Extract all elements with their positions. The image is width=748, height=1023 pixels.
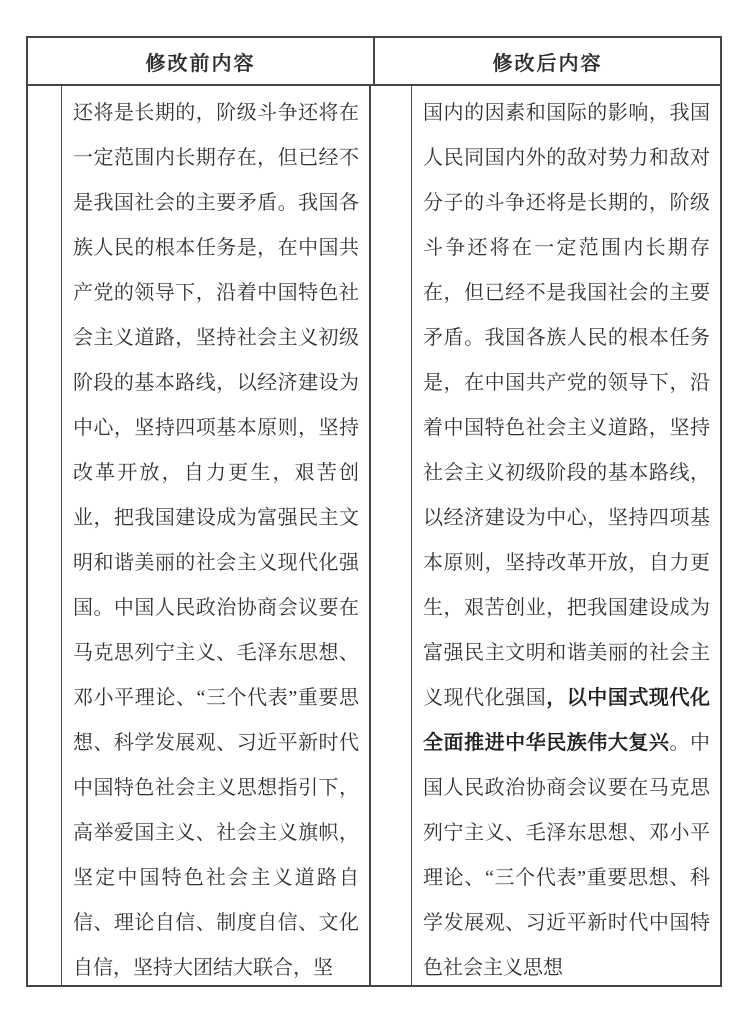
after-content-text-part2: 。中国人民政治协商会议要在马克思列宁主义、毛泽东思想、邓小平理论、“三个代表”重要思想、科学发展观、习近平新时代中国特色社会主义思想 xyxy=(423,732,711,979)
table-body-row xyxy=(28,86,720,985)
table-header-row xyxy=(28,38,720,86)
column-header-after: 修改后内容 xyxy=(492,52,603,75)
column-header-before: 修改前内容 xyxy=(28,38,375,84)
after-content-added-bold-text: ，以中国式现代化全面推进中华民族伟大复兴 xyxy=(423,687,711,754)
before-content-text: 还将是长期的，阶级斗争还将在一定范围内长期存在，但已经不是我国社会的主要矛盾。我国各族人民的根本任务是，在中国共产党的领导下，沿着中国特色社会主义道路，坚持社会主义初级阶段的基本路线，以经济建设为中心，坚持四项基本原则，坚持改革开放，自力更生，艰苦创业，把我国建设成为富强民主文明和谐美丽的社会主义现代化强国。中国人民政治协商会议要在马克思列宁主义、毛泽东思想、邓小平理论、“三个代表”重要思想、科学发展观、习近平新时代中国特色社会主义思想指引下，高举爱国主义、社会主义旗帜，坚定中国特色社会主义道路自信、理论自信、制度自信、文化自信，坚持大团结大联合，坚 xyxy=(73,102,359,979)
after-content-cell xyxy=(412,86,720,985)
revision-comparison-table xyxy=(26,36,722,987)
row-number-cell-before xyxy=(28,86,62,985)
after-content-paragraph xyxy=(423,91,710,985)
before-content-paragraph xyxy=(73,91,359,985)
after-content-text-part1: 国内的因素和国际的影响，我国人民同国内外的敌对势力和敌对分子的斗争还将是长期的，阶级斗争还将在一定范围内长期存在，但已经不是我国社会的主要矛盾。我国各族人民的根本任务是，在中国共产党的领导下，沿着中国特色社会主义道路，坚持社会主义初级阶段的基本路线，以经济建设为中心，坚持四项基本原则，坚持改革开放，自力更生，艰苦创业，把我国建设成为富强民主文明和谐美丽的社会主义现代化强国 xyxy=(423,102,710,709)
before-content-cell xyxy=(62,86,371,985)
row-number-cell-after xyxy=(371,86,412,985)
